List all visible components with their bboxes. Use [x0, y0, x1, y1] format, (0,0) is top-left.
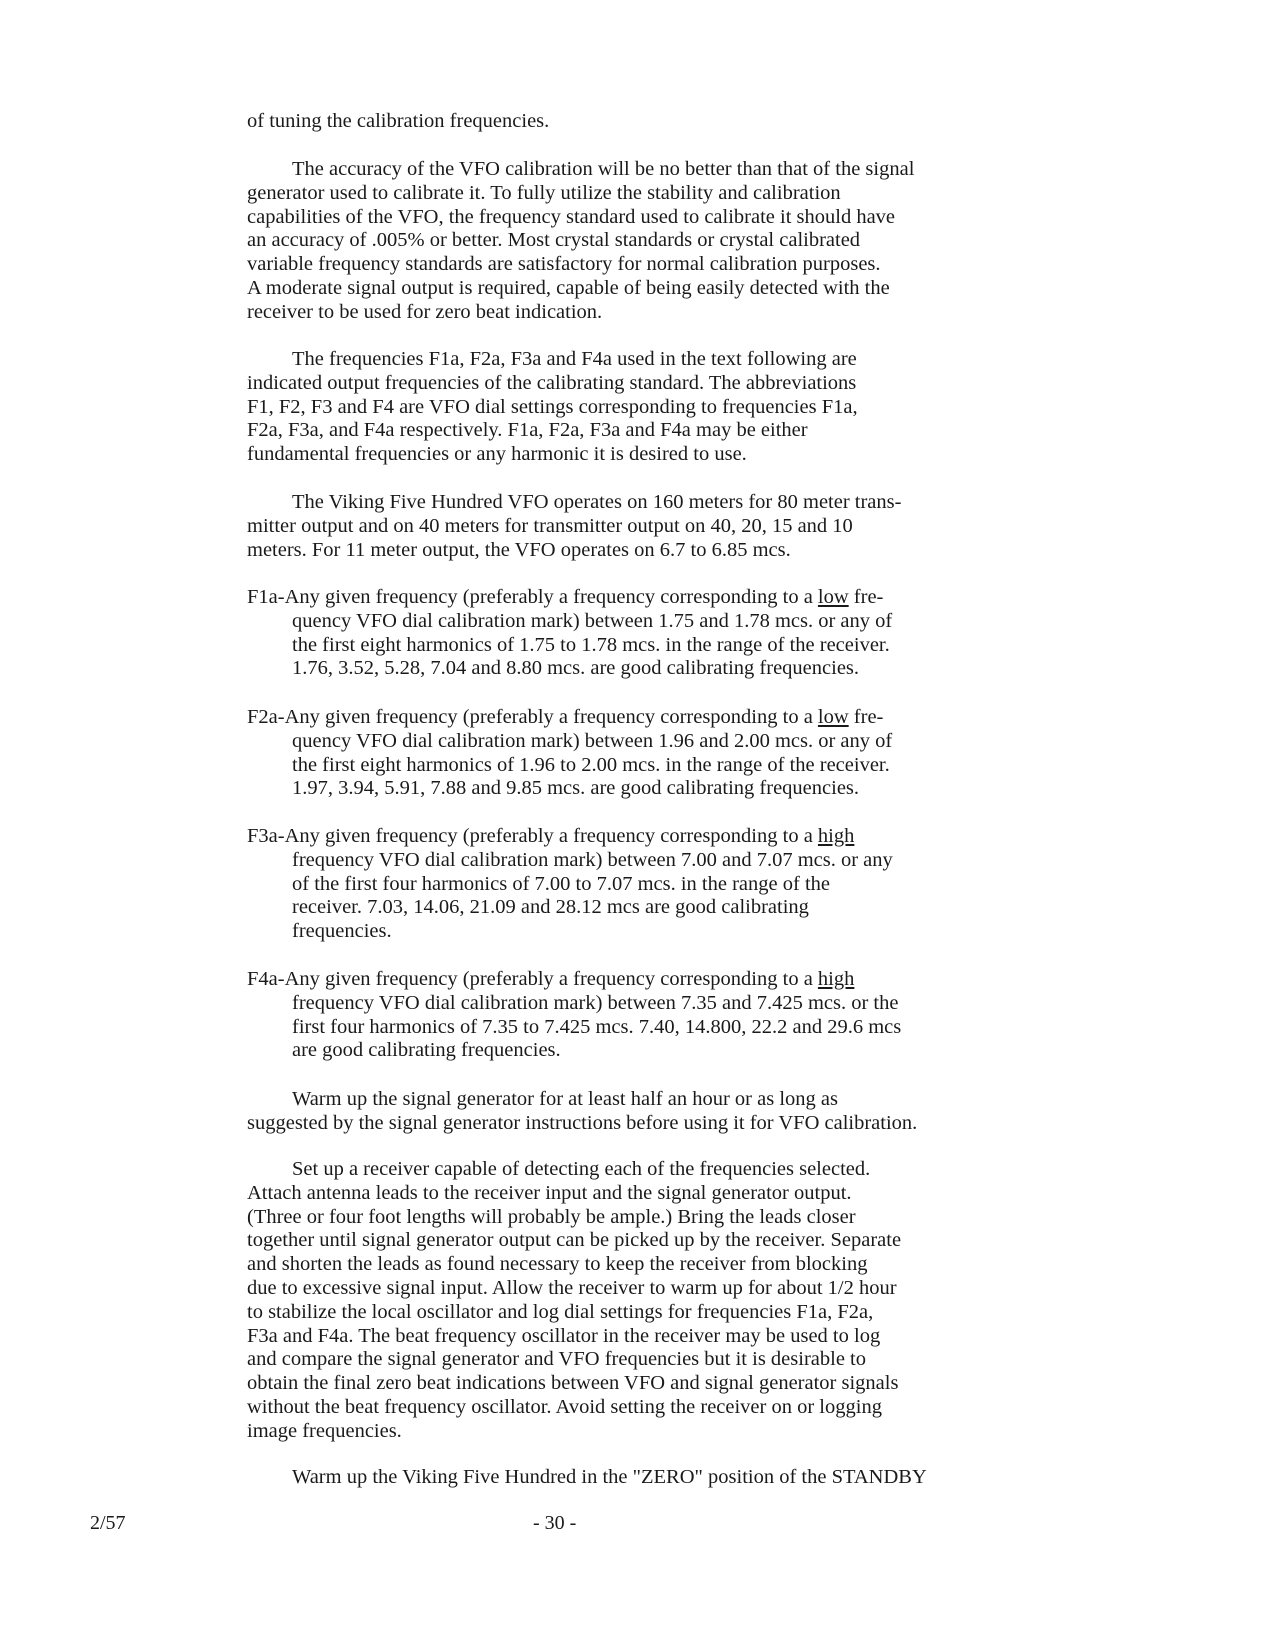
text-line — [247, 1229, 1147, 1253]
text-segment: indicated output frequencies of the calibrating standard. The abbreviations — [247, 371, 857, 394]
text-line — [247, 586, 1147, 610]
underlined-word: low — [817, 706, 849, 728]
text-line — [247, 1396, 1147, 1420]
page-number: - 30 - — [533, 1512, 577, 1534]
text-segment: Warm up the Viking Five Hundred in the "ZERO" position of the STANDBY — [292, 1466, 927, 1488]
text-line — [247, 1088, 1147, 1112]
text-line — [247, 419, 1147, 443]
text-segment: (Three or four foot lengths will probably be ample.) Bring the leads closer — [247, 1205, 856, 1228]
paragraph — [247, 110, 1147, 134]
text-segment: fre- — [848, 586, 884, 608]
text-segment: fre- — [848, 706, 884, 728]
text-segment: and compare the signal generator and VFO frequencies but it is desirable to — [247, 1348, 866, 1371]
text-line — [247, 277, 1147, 301]
text-segment: first four harmonics of 7.35 to 7.425 mcs. 7.40, 14.800, 22.2 and 29.6 mcs — [292, 1015, 902, 1038]
text-segment: image frequencies. — [247, 1419, 402, 1442]
text-segment: F2a, F3a, and F4a respectively. F1a, F2a, F3a and F4a may be either — [247, 419, 808, 442]
text-segment: The accuracy of the VFO calibration will be no better than that of the signal — [292, 158, 915, 180]
text-segment: F1, F2, F3 and F4 are VFO dial settings corresponding to frequencies F1a, — [247, 395, 858, 418]
text-line — [247, 706, 1147, 730]
text-line — [247, 182, 1147, 206]
text-line — [247, 396, 1147, 420]
text-line — [247, 158, 1147, 182]
text-segment: A moderate signal output is required, capable of being easily detected with the — [247, 276, 890, 299]
text-segment: and shorten the leads as found necessary to keep the receiver from blocking — [247, 1253, 868, 1276]
underlined-word: high — [817, 968, 855, 990]
text-segment: frequency VFO dial calibration mark) between 7.00 and 7.07 mcs. or any — [292, 848, 893, 871]
text-line — [247, 348, 1147, 372]
text-segment: The frequencies F1a, F2a, F3a and F4a used in the text following are — [292, 348, 857, 370]
text-line — [247, 968, 1147, 992]
text-segment: frequency VFO dial calibration mark) between 7.35 and 7.425 mcs. or the — [292, 991, 899, 1014]
text-line — [247, 515, 1147, 539]
text-segment: The Viking Five Hundred VFO operates on 160 meters for 80 meter trans- — [292, 491, 902, 513]
calibration-item — [247, 706, 1147, 801]
text-segment: capabilities of the VFO, the frequency standard used to calibrate it should have — [247, 205, 896, 228]
text-line — [247, 1420, 1147, 1444]
text-line — [247, 873, 1147, 897]
text-segment: the first eight harmonics of 1.96 to 2.00 mcs. in the range of the receiver. — [292, 753, 890, 776]
text-segment: suggested by the signal generator instructions before using it for VFO calibration. — [247, 1111, 918, 1134]
text-line — [247, 1325, 1147, 1349]
text-segment: receiver to be used for zero beat indication. — [247, 300, 603, 323]
text-segment: of tuning the calibration frequencies. — [247, 110, 550, 132]
paragraph — [247, 1088, 1147, 1136]
text-line — [247, 610, 1147, 634]
text-segment: frequencies. — [292, 920, 392, 943]
text-segment: F3a-Any given frequency (preferably a frequency corresponding to a — [247, 825, 818, 847]
text-line — [247, 777, 1147, 801]
paragraph — [247, 491, 1147, 562]
text-segment: F1a-Any given frequency (preferably a frequency corresponding to a — [247, 586, 818, 608]
calibration-item — [247, 825, 1147, 944]
text-line — [247, 1016, 1147, 1040]
text-segment: of the first four harmonics of 7.00 to 7.07 mcs. in the range of the — [292, 872, 830, 895]
text-segment: quency VFO dial calibration mark) between 1.96 and 2.00 mcs. or any of — [292, 729, 893, 752]
text-line — [247, 657, 1147, 681]
text-line — [247, 372, 1147, 396]
text-segment: without the beat frequency oscillator. Avoid setting the receiver on or logging — [247, 1395, 882, 1418]
text-segment: F3a and F4a. The beat frequency oscillator in the receiver may be used to log — [247, 1324, 881, 1347]
calibration-item — [247, 586, 1147, 681]
text-segment: fundamental frequencies or any harmonic it is desired to use. — [247, 443, 747, 466]
text-segment: the first eight harmonics of 1.75 to 1.78 mcs. in the range of the receiver. — [292, 633, 890, 656]
text-line — [247, 754, 1147, 778]
text-line — [247, 539, 1147, 563]
text-line — [247, 896, 1147, 920]
text-line — [247, 1039, 1147, 1063]
text-line — [247, 253, 1147, 277]
text-line — [247, 1466, 1147, 1490]
text-line — [247, 1372, 1147, 1396]
text-segment: due to excessive signal input. Allow the receiver to warm up for about 1/2 hour — [247, 1276, 897, 1299]
text-segment: together until signal generator output can be picked up by the receiver. Separate — [247, 1229, 902, 1252]
text-segment: to stabilize the local oscillator and log dial settings for frequencies F1a, F2a, — [247, 1300, 874, 1323]
paragraph — [247, 1158, 1147, 1444]
underlined-word: high — [817, 825, 855, 847]
text-segment: Attach antenna leads to the receiver input and the signal generator output. — [247, 1181, 852, 1204]
text-line — [247, 1158, 1147, 1182]
paragraph — [247, 348, 1147, 467]
text-line — [247, 992, 1147, 1016]
text-line — [247, 634, 1147, 658]
text-line — [247, 849, 1147, 873]
text-segment: generator used to calibrate it. To fully utilize the stability and calibration — [247, 181, 841, 204]
text-line — [247, 1253, 1147, 1277]
text-segment: receiver. 7.03, 14.06, 21.09 and 28.12 mcs are good calibrating — [292, 896, 809, 919]
text-line — [247, 1301, 1147, 1325]
footer-date: 2/57 — [90, 1512, 126, 1534]
text-line — [247, 825, 1147, 849]
text-line — [247, 1206, 1147, 1230]
text-segment: an accuracy of .005% or better. Most crystal standards or crystal calibrated — [247, 229, 861, 252]
text-segment: quency VFO dial calibration mark) between 1.75 and 1.78 mcs. or any of — [292, 609, 893, 632]
text-segment: Warm up the signal generator for at least half an hour or as long as — [292, 1088, 838, 1110]
text-line — [247, 1112, 1147, 1136]
underlined-word: low — [817, 586, 849, 608]
text-line — [247, 730, 1147, 754]
text-segment: are good calibrating frequencies. — [292, 1039, 561, 1062]
text-line — [247, 1348, 1147, 1372]
text-line — [247, 491, 1147, 515]
calibration-item — [247, 968, 1147, 1063]
text-line — [247, 206, 1147, 230]
text-segment: Set up a receiver capable of detecting each of the frequencies selected. — [292, 1158, 871, 1180]
text-line — [247, 1182, 1147, 1206]
text-segment: meters. For 11 meter output, the VFO operates on 6.7 to 6.85 mcs. — [247, 538, 791, 561]
text-segment: obtain the final zero beat indications between VFO and signal generator signals — [247, 1372, 899, 1395]
text-segment: F4a-Any given frequency (preferably a frequency corresponding to a — [247, 968, 818, 990]
paragraph — [247, 158, 1147, 325]
text-line — [247, 301, 1147, 325]
text-segment: variable frequency standards are satisfactory for normal calibration purposes. — [247, 253, 881, 276]
text-line — [247, 443, 1147, 467]
paragraph — [247, 1466, 1147, 1490]
text-segment: mitter output and on 40 meters for transmitter output on 40, 20, 15 and 10 — [247, 514, 853, 537]
text-segment: F2a-Any given frequency (preferably a frequency corresponding to a — [247, 706, 818, 728]
text-line — [247, 229, 1147, 253]
text-segment: 1.76, 3.52, 5.28, 7.04 and 8.80 mcs. are good calibrating frequencies. — [292, 657, 860, 680]
text-line — [247, 1277, 1147, 1301]
text-line — [247, 920, 1147, 944]
text-line — [247, 110, 1147, 134]
text-segment: 1.97, 3.94, 5.91, 7.88 and 9.85 mcs. are good calibrating frequencies. — [292, 777, 860, 800]
